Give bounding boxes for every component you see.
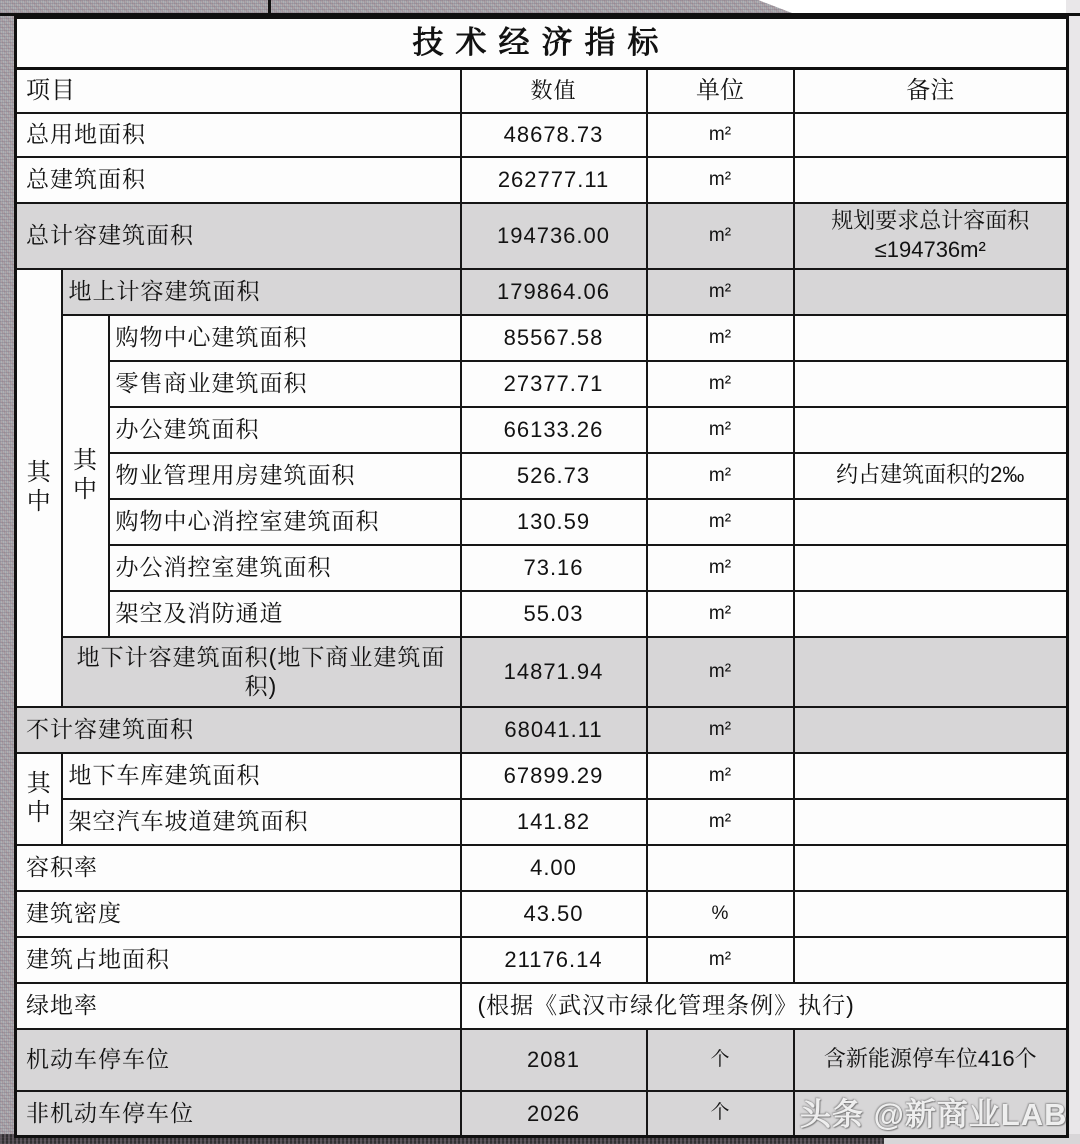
row-unit: 个 <box>647 1091 794 1137</box>
row-label: 地下计容建筑面积(地下商业建筑面积) <box>62 637 461 707</box>
row-label: 物业管理用房建筑面积 <box>109 453 461 499</box>
table-row <box>16 453 1068 499</box>
row-label: 架空汽车坡道建筑面积 <box>62 799 461 845</box>
row-unit: m² <box>647 453 794 499</box>
row-remark <box>794 753 1068 799</box>
row-value: 73.16 <box>461 545 647 591</box>
row-remark <box>794 891 1068 937</box>
table-row <box>16 499 1068 545</box>
row-remark: 规划要求总计容面积≤194736m² <box>794 203 1068 269</box>
column-header-item: 项目 <box>16 69 461 113</box>
row-value: 21176.14 <box>461 937 647 983</box>
table-row <box>16 157 1068 203</box>
scan-noise-left-edge <box>0 0 14 1144</box>
column-header-remark: 备注 <box>794 69 1068 113</box>
table-row <box>16 113 1068 157</box>
row-label: 容积率 <box>16 845 461 891</box>
row-value: 43.50 <box>461 891 647 937</box>
row-label: 办公消控室建筑面积 <box>109 545 461 591</box>
table-row <box>16 407 1068 453</box>
row-unit: m² <box>647 499 794 545</box>
table-row <box>16 361 1068 407</box>
group-label-qizhong-inner: 其中 <box>62 315 109 637</box>
row-label: 地下车库建筑面积 <box>62 753 461 799</box>
row-unit: m² <box>647 637 794 707</box>
column-header-value: 数值 <box>461 69 647 113</box>
row-label: 总计容建筑面积 <box>16 203 461 269</box>
row-label: 零售商业建筑面积 <box>109 361 461 407</box>
table-row <box>16 753 1068 799</box>
table-row <box>16 69 1068 113</box>
group-label-qizhong-lower: 其中 <box>16 753 62 845</box>
row-label: 非机动车停车位 <box>16 1091 461 1137</box>
table-row <box>16 845 1068 891</box>
row-label: 购物中心建筑面积 <box>109 315 461 361</box>
row-unit: m² <box>647 203 794 269</box>
row-label: 架空及消防通道 <box>109 591 461 637</box>
row-unit: m² <box>647 591 794 637</box>
technical-economic-indicators-table <box>14 16 1069 1138</box>
row-unit: 个 <box>647 1029 794 1091</box>
table-row <box>16 937 1068 983</box>
row-value: 4.00 <box>461 845 647 891</box>
scan-noise-top-edge <box>0 0 792 13</box>
table-row <box>16 637 1068 707</box>
row-unit: m² <box>647 269 794 315</box>
table-row <box>16 1029 1068 1091</box>
row-unit: m² <box>647 157 794 203</box>
row-unit: m² <box>647 407 794 453</box>
table-row <box>16 203 1068 269</box>
row-label: 购物中心消控室建筑面积 <box>109 499 461 545</box>
table-row <box>16 315 1068 361</box>
row-label: 机动车停车位 <box>16 1029 461 1091</box>
row-unit: m² <box>647 545 794 591</box>
row-value: 2026 <box>461 1091 647 1137</box>
row-unit: m² <box>647 799 794 845</box>
row-remark <box>794 591 1068 637</box>
row-unit: m² <box>647 707 794 753</box>
table-row <box>16 799 1068 845</box>
row-remark <box>794 707 1068 753</box>
row-unit: m² <box>647 753 794 799</box>
row-remark <box>794 937 1068 983</box>
row-unit: m² <box>647 361 794 407</box>
row-remark <box>794 799 1068 845</box>
sheet-top-tick <box>268 0 271 13</box>
row-value: 14871.94 <box>461 637 647 707</box>
row-unit: m² <box>647 937 794 983</box>
row-label: 总用地面积 <box>16 113 461 157</box>
row-remark: 约占建筑面积的2‰ <box>794 453 1068 499</box>
row-value: 67899.29 <box>461 753 647 799</box>
group-label-qizhong-outer: 其中 <box>16 269 62 707</box>
row-label: 建筑占地面积 <box>16 937 461 983</box>
column-header-unit: 单位 <box>647 69 794 113</box>
green-rate-note: (根据《武汉市绿化管理条例》执行) <box>461 983 1068 1029</box>
row-remark <box>794 361 1068 407</box>
row-value: 68041.11 <box>461 707 647 753</box>
row-value: 130.59 <box>461 499 647 545</box>
row-remark <box>794 499 1068 545</box>
toutiao-watermark: 头条 @新商业LAB <box>800 1097 1068 1132</box>
row-label: 地上计容建筑面积 <box>62 269 461 315</box>
row-label: 建筑密度 <box>16 891 461 937</box>
row-remark <box>794 315 1068 361</box>
row-remark <box>794 113 1068 157</box>
row-value: 85567.58 <box>461 315 647 361</box>
row-label: 总建筑面积 <box>16 157 461 203</box>
table-row <box>16 591 1068 637</box>
row-value: 141.82 <box>461 799 647 845</box>
row-remark <box>794 845 1068 891</box>
row-unit: m² <box>647 113 794 157</box>
row-value: 262777.11 <box>461 157 647 203</box>
table-row <box>16 18 1068 69</box>
row-remark <box>794 157 1068 203</box>
row-unit <box>647 845 794 891</box>
table-row <box>16 983 1068 1029</box>
row-remark <box>794 269 1068 315</box>
table-row <box>16 269 1068 315</box>
row-unit: m² <box>647 315 794 361</box>
row-value: 194736.00 <box>461 203 647 269</box>
row-value: 55.03 <box>461 591 647 637</box>
table-row <box>16 707 1068 753</box>
row-label: 绿地率 <box>16 983 461 1029</box>
row-remark <box>794 637 1068 707</box>
row-remark <box>794 407 1068 453</box>
row-label: 不计容建筑面积 <box>16 707 461 753</box>
row-value: 2081 <box>461 1029 647 1091</box>
row-remark <box>794 545 1068 591</box>
row-value: 66133.26 <box>461 407 647 453</box>
row-value: 48678.73 <box>461 113 647 157</box>
row-value: 27377.71 <box>461 361 647 407</box>
row-remark: 含新能源停车位416个 <box>794 1029 1068 1091</box>
row-label: 办公建筑面积 <box>109 407 461 453</box>
row-value: 526.73 <box>461 453 647 499</box>
table-title: 技术经济指标 <box>16 18 1068 69</box>
table-row <box>16 891 1068 937</box>
row-unit: % <box>647 891 794 937</box>
row-value: 179864.06 <box>461 269 647 315</box>
table-row <box>16 545 1068 591</box>
